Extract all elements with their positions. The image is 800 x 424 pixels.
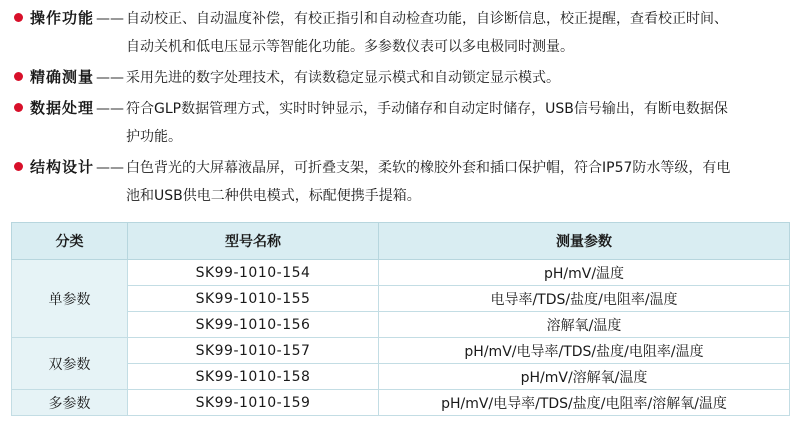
table-row — [12, 338, 790, 364]
dash: —— — [96, 11, 125, 27]
header-params: 测量参数 — [379, 223, 790, 260]
header-category: 分类 — [12, 223, 128, 260]
feature-operation — [10, 4, 795, 61]
model-cell: SK99-1010-159 — [128, 390, 379, 416]
table-row — [12, 260, 790, 286]
params-cell: 溶解氧/温度 — [379, 312, 790, 338]
feature-text: 采用先进的数字处理技术，有读数稳定显示模式和自动锁定显示模式。 — [126, 70, 561, 86]
feature-text: 自动校正、自动温度补偿，有校正指引和自动检查功能，自诊断信息，校正提醒，查看校正时间、 — [126, 11, 729, 27]
feature-structure — [10, 153, 795, 210]
model-cell: SK99-1010-154 — [128, 260, 379, 286]
bullet-icon — [14, 103, 23, 112]
feature-measurement — [10, 63, 795, 92]
feature-text-continued: 护功能。 — [126, 129, 182, 145]
params-cell: pH/mV/电导率/TDS/盐度/电阻率/温度 — [379, 338, 790, 364]
params-cell: pH/mV/电导率/TDS/盐度/电阻率/溶解氧/温度 — [379, 390, 790, 416]
model-cell: SK99-1010-158 — [128, 364, 379, 390]
feature-text-continued: 自动关机和低电压显示等智能化功能。多参数仪表可以多电极同时测量。 — [126, 39, 574, 55]
category-cell: 多参数 — [12, 390, 128, 416]
feature-data-processing — [10, 94, 795, 151]
dash: —— — [96, 160, 125, 176]
table-header-row — [12, 223, 790, 260]
spec-table — [11, 222, 790, 416]
dash: —— — [96, 70, 125, 86]
category-cell: 单参数 — [12, 260, 128, 338]
feature-title: 精确测量 — [30, 68, 95, 86]
bullet-icon — [14, 162, 23, 171]
table-row — [12, 286, 790, 312]
model-cell: SK99-1010-157 — [128, 338, 379, 364]
feature-title: 结构设计 — [30, 158, 95, 176]
params-cell: pH/mV/溶解氧/温度 — [379, 364, 790, 390]
table-row — [12, 364, 790, 390]
feature-title: 数据处理 — [30, 99, 95, 117]
model-cell: SK99-1010-155 — [128, 286, 379, 312]
feature-list — [10, 4, 795, 212]
bullet-icon — [14, 72, 23, 81]
header-model: 型号名称 — [128, 223, 379, 260]
params-cell: pH/mV/温度 — [379, 260, 790, 286]
model-cell: SK99-1010-156 — [128, 312, 379, 338]
feature-title: 操作功能 — [30, 9, 95, 27]
feature-text-continued: 池和USB供电二种供电模式，标配便携手提箱。 — [126, 188, 421, 204]
feature-text: 符合GLP数据管理方式，实时时钟显示，手动储存和自动定时储存，USB信号输出，有断电数据保 — [126, 101, 728, 117]
table-row — [12, 312, 790, 338]
bullet-icon — [14, 13, 23, 22]
params-cell: 电导率/TDS/盐度/电阻率/温度 — [379, 286, 790, 312]
table-row — [12, 390, 790, 416]
dash: —— — [96, 101, 125, 117]
feature-text: 白色背光的大屏幕液晶屏，可折叠支架，柔软的橡胶外套和插口保护帽，符合IP57防水等级，有电 — [126, 160, 731, 176]
category-cell: 双参数 — [12, 338, 128, 390]
